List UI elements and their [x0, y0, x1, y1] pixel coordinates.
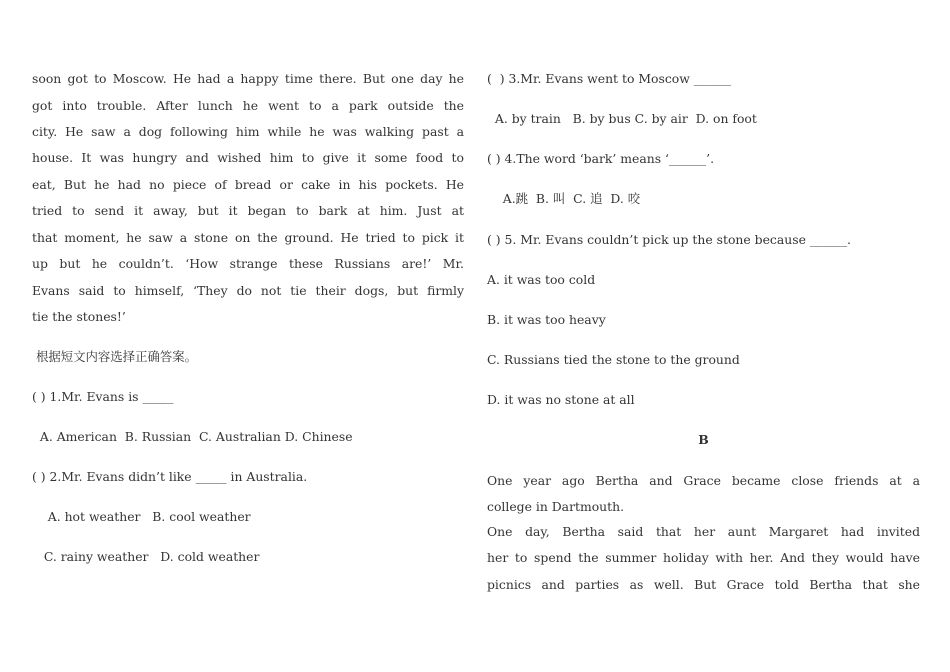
passage-a-line: got into trouble. After lunch he went to a park outside the	[32, 98, 464, 113]
passage-b-line: picnics and parties as well. But Grace told Bertha that she	[487, 577, 920, 592]
question-5-option-c: C. Russians tied the stone to the ground	[487, 352, 740, 367]
question-2: ( ) 2.Mr. Evans didn’t like _____ in Australia.	[32, 469, 308, 484]
passage-a-line: house. It was hungry and wished him to give it some food to	[32, 150, 464, 165]
question-5-option-a: A. it was too cold	[487, 272, 596, 287]
passage-a-line: soon got to Moscow. He had a happy time there. But one day he	[32, 71, 464, 86]
passage-a-line: that moment, he saw a stone on the ground. He tried to pick it	[32, 230, 464, 245]
question-3-options: A. by train B. by bus C. by air D. on foot	[487, 111, 757, 126]
passage-b-line: One year ago Bertha and Grace became close friends at a	[487, 473, 920, 488]
question-1: ( ) 1.Mr. Evans is _____	[32, 389, 174, 404]
question-5-option-d: D. it was no stone at all	[487, 392, 635, 407]
question-2-options-ab: A. hot weather B. cool weather	[32, 509, 251, 524]
passage-a-line: Evans said to himself, ‘They do not tie their dogs, but firmly	[32, 283, 464, 298]
passage-a-line: city. He saw a dog following him while he was walking past a	[32, 124, 464, 139]
question-2-options-cd: C. rainy weather D. cold weather	[32, 549, 260, 564]
question-4: ( ) 4.The word ‘bark’ means ‘______’.	[487, 151, 715, 166]
instruction-text: 根据短文内容选择正确答案。	[32, 349, 198, 364]
passage-a-line: tie the stones!’	[32, 309, 126, 324]
question-1-options: A. American B. Russian C. Australian D. Chinese	[32, 429, 353, 444]
passage-a-line: eat, But he had no piece of bread or cake in his pockets. He	[32, 177, 464, 192]
passage-b-line: her to spend the summer holiday with her. And they would have	[487, 550, 920, 565]
question-3: ( ) 3.Mr. Evans went to Moscow ______	[487, 71, 731, 86]
passage-b-line: One day, Bertha said that her aunt Margaret had invited	[487, 524, 920, 539]
passage-a-line: up but he couldn’t. ‘How strange these Russians are!’ Mr.	[32, 256, 464, 271]
section-b-title: B	[698, 432, 709, 447]
question-5: ( ) 5. Mr. Evans couldn’t pick up the stone because ______.	[487, 232, 851, 247]
passage-b-line: college in Dartmouth.	[487, 499, 625, 514]
question-5-option-b: B. it was too heavy	[487, 312, 606, 327]
question-4-options: A.跳 B. 叫 C. 追 D. 咬	[487, 191, 641, 206]
passage-a-line: tried to send it away, but it began to bark at him. Just at	[32, 203, 464, 218]
